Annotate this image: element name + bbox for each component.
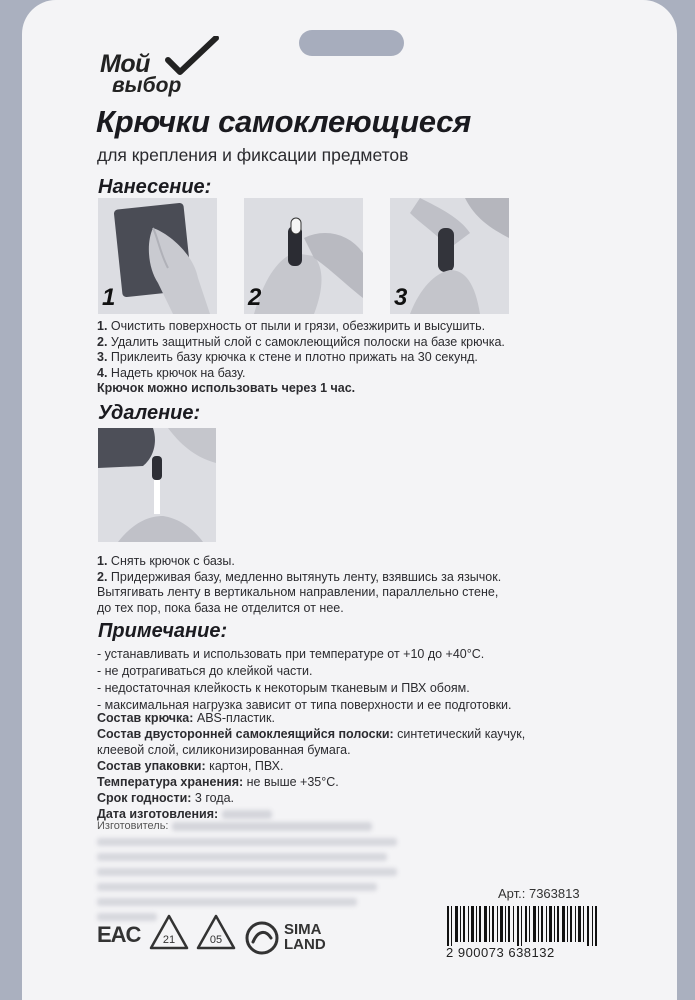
recycle-21-icon xyxy=(147,912,191,956)
sima-land-text: SIMA LAND xyxy=(284,921,326,953)
apply-photo-3 xyxy=(390,198,509,314)
page-subtitle: для крепления и фиксации предметов xyxy=(97,145,409,165)
blurred-text xyxy=(172,822,372,831)
photo-number: 3 xyxy=(394,284,408,311)
recycle-05-icon xyxy=(194,912,238,956)
photo-number: 1 xyxy=(102,284,116,311)
note-heading: Примечание: xyxy=(98,620,228,642)
manufacture-date: Дата изготовления: xyxy=(97,806,525,822)
apply-step: 3. Приклеить базу крючка к стене и плотно прижать на 30 секунд. xyxy=(97,350,478,364)
note-item: - не дотрагиваться до клейкой части. xyxy=(97,664,313,678)
removal-heading: Удаление: xyxy=(98,402,201,424)
apply-step: 4. Надеть крючок на базу. xyxy=(97,365,246,380)
page-title: Крючки самоклеющиеся xyxy=(96,104,471,139)
blurred-manufacturer-info xyxy=(97,838,397,928)
blurred-date xyxy=(222,810,272,819)
hook-composition: Состав крючка: ABS-пластик. xyxy=(97,711,275,725)
note-item: - недостаточная клейкость к некоторым тканевым и ПВХ обоям. xyxy=(97,681,470,695)
photo-number: 2 xyxy=(248,284,262,311)
press-hook-icon xyxy=(390,198,509,314)
removal-extra: до тех пор, пока база не отделится от нее. xyxy=(97,600,344,615)
apply-photo-1 xyxy=(98,198,217,314)
hang-hole xyxy=(299,30,404,56)
pack-composition: Состав упаковки: картон, ПВХ. xyxy=(97,759,284,773)
removal-step: 1. Снять крючок с базы. xyxy=(97,554,235,568)
storage-temp: Температура хранения: не выше +35°С. xyxy=(97,775,339,789)
composition-block xyxy=(97,710,525,822)
apply-photo-2 xyxy=(244,198,363,314)
hook-base-icon xyxy=(244,198,363,314)
apply-step: 1. Очистить поверхность от пыли и грязи, обезжирить и высушить. xyxy=(97,319,486,333)
removal-step: 2. Придерживая базу, медленно вытянуть ленту, взявшись за язычок. xyxy=(97,569,502,584)
svg-text:05: 05 xyxy=(209,934,223,946)
strip-composition: Состав двусторонней самоклеящийся полоски: синтетический каучук, xyxy=(97,727,526,741)
brand-line2: выбор xyxy=(112,74,182,97)
removal-extra: Вытягивать ленту в вертикальном направлении, параллельно стене, xyxy=(97,585,499,599)
brand-line1: Мой xyxy=(100,50,150,78)
removal-steps xyxy=(97,554,501,616)
removal-photo xyxy=(98,428,216,542)
checkmark-icon xyxy=(164,36,220,80)
article-number: Арт.: 7363813 xyxy=(498,886,580,901)
note-list xyxy=(97,646,512,714)
manufacturer-label: Изготовитель: xyxy=(97,820,372,832)
apply-steps xyxy=(97,319,505,397)
barcode-number: 2 900073 638132 xyxy=(446,945,555,960)
strip-composition-2: клеевой слой, силиконизированная бумага. xyxy=(97,743,351,757)
brand-logo xyxy=(100,36,220,96)
barcode-icon xyxy=(447,906,597,946)
apply-final: Крючок можно использовать через 1 час. xyxy=(97,381,356,395)
sima-land-logo-icon xyxy=(244,920,280,956)
note-item: - устанавливать и использовать при температуре от +10 до +40°С. xyxy=(97,647,485,661)
svg-text:21: 21 xyxy=(162,934,176,946)
apply-heading: Нанесение: xyxy=(98,176,212,198)
cloth-hand-icon xyxy=(98,198,217,314)
remove-hook-icon xyxy=(98,428,216,542)
package-card xyxy=(22,0,677,1000)
shelf-life: Срок годности: 3 года. xyxy=(97,791,234,805)
apply-step: 2. Удалить защитный слой с самоклеющийся полоски на базе крючка. xyxy=(97,334,505,349)
note-item: - максимальная нагрузка зависит от типа поверхности и ее подготовки. xyxy=(97,698,512,712)
eac-mark: EAC xyxy=(97,922,141,947)
